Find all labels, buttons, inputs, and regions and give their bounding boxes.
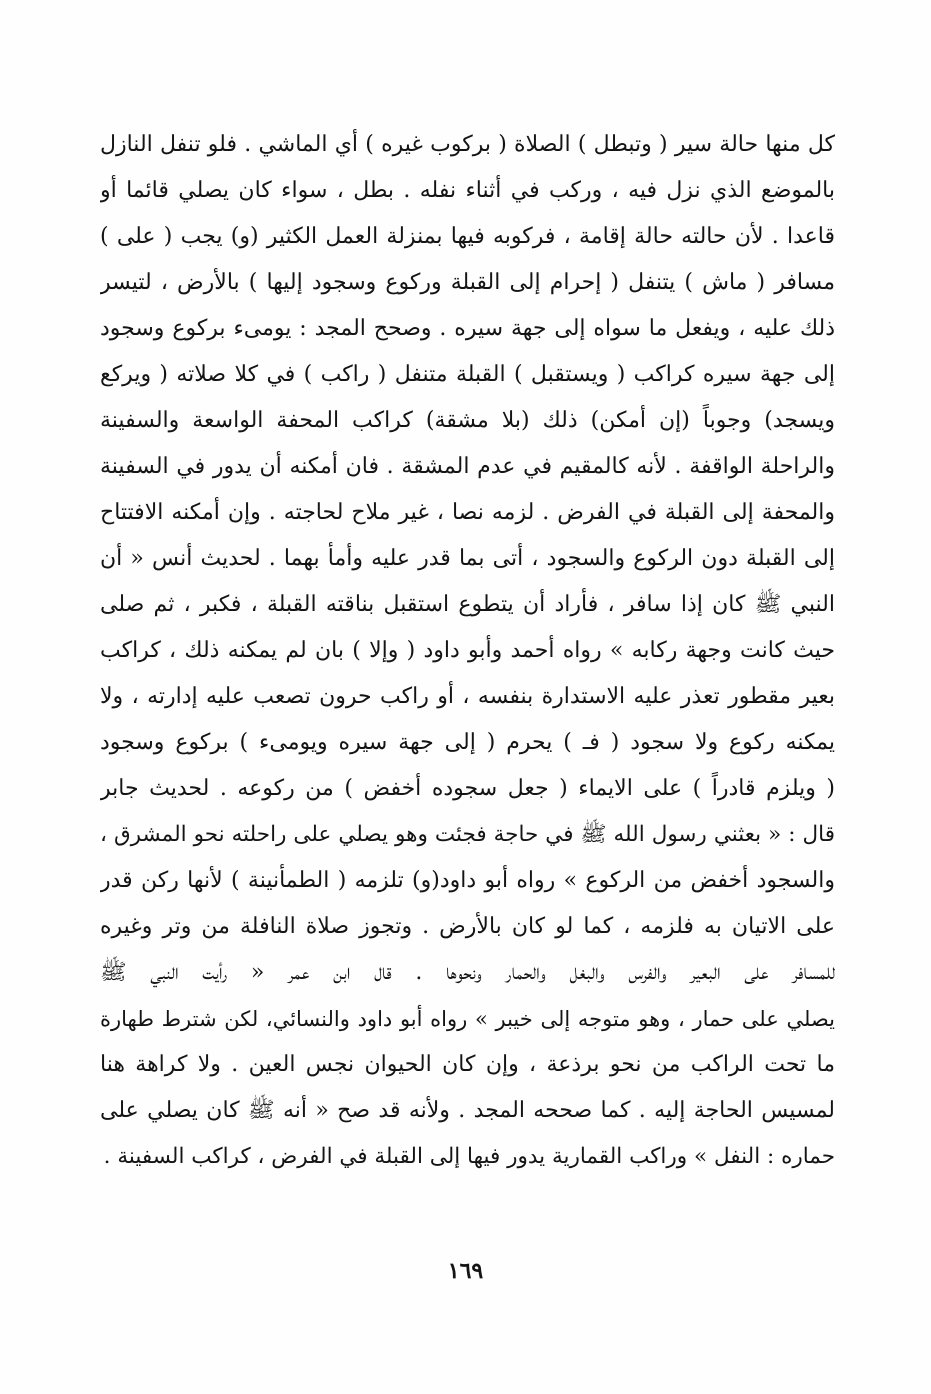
text-line: النبي ﷺ كان إذا سافر ، فأراد أن يتطوع استقبل بناقته القبلة ، فكبر ، ثم صلى xyxy=(100,592,835,617)
text-line: ما تحت الراكب من نحو برذعة ، وإن كان الحيوان نجس العين . ولا كراهة هنا xyxy=(100,1052,835,1077)
text-line: ( ويلزم قادراً ) على الايماء ( جعل سجوده أخفض ) من ركوعه . لحديث جابر xyxy=(100,776,835,801)
text-line: حماره : النفل » وراكب القمارية يدور فيها إلى القبلة في الفرض ، كراكب السفينة . xyxy=(103,1144,835,1169)
text-line: يمكنه ركوع ولا سجود ( فـ ) يحرم ( إلى جهة سيره ويومىء ) بركوع وسجود xyxy=(100,730,835,755)
text-line: بعير مقطور تعذر عليه الاستدارة بنفسه ، أو راكب حرون تصعب عليه إدارته ، ولا xyxy=(100,684,835,709)
text-line: والمحفة إلى القبلة في الفرض . لزمه نصا ، غير ملاح لحاجته . وإن أمكنه الافتتاح xyxy=(100,500,835,525)
text-line: حيث كانت وجهة ركابه » رواه أحمد وأبو داود ( وإلا ) بان لم يمكنه ذلك ، كراكب xyxy=(100,638,835,663)
body-text xyxy=(100,122,835,1180)
text-line: على الاتيان به فلزمه ، كما لو كان بالأرض . وتجوز صلاة النافلة من وتر وغيره xyxy=(100,914,835,939)
text-line: قاعدا . لأن حالته حالة إقامة ، فركوبه فيها بمنزلة العمل الكثير (و) يجب ( على ) xyxy=(100,224,835,249)
page-number: ١٦٩ xyxy=(447,1258,484,1284)
text-line: والراحلة الواقفة . لأنه كالمقيم في عدم المشقة . فان أمكنه أن يدور في السفينة xyxy=(100,454,835,479)
text-line: والسجود أخفض من الركوع » رواه أبو داود(و) تلزمه ( الطمأنينة ) لأنها ركن قدر xyxy=(100,868,835,893)
text-line: ذلك عليه ، ويفعل ما سواه إلى جهة سيره . وصحح المجد : يومىء بركوع وسجود xyxy=(100,316,835,341)
text-line: كل منها حالة سير ( وتبطل ) الصلاة ( بركوب غيره ) أي الماشي . فلو تنفل النازل xyxy=(100,132,835,157)
text-line: ويسجد) وجوباً (إن أمكن) ذلك (بلا مشقة) كراكب المحفة الواسعة والسفينة xyxy=(100,408,835,433)
text-line: إلى جهة سيره كراكب ( ويستقبل ) القبلة متنفل ( راكب ) في كلا صلاته ( ويركع xyxy=(100,362,835,387)
text-line: مسافر ( ماش ) يتنفل ( إحرام إلى القبلة وركوع وسجود إليها ) بالأرض ، لتيسر xyxy=(100,270,835,295)
text-line: قال : « بعثني رسول الله ﷺ في حاجة فجئت وهو يصلي على راحلته نحو المشرق ، xyxy=(100,822,835,847)
text-line: بالموضع الذي نزل فيه ، وركب في أثناء نفله . بطل ، سواء كان يصلي قائما أو xyxy=(100,178,835,203)
text-line: للمسافر على البعير والفرس والبغل والحمار ونحوها . قال ابن عمر « رأيت النبي ﷺ xyxy=(100,960,835,985)
text-line: يصلي على حمار ، وهو متوجه إلى خيبر » رواه أبو داود والنسائي، لكن شترط طهارة xyxy=(100,1007,835,1031)
text-line: لمسيس الحاجة إليه . كما صححه المجد . ولأنه قد صح « أنه ﷺ كان يصلي على xyxy=(100,1098,835,1123)
text-line: إلى القبلة دون الركوع والسجود ، أتى بما قدر عليه وأمأ بهما . لحديث أنس « أن xyxy=(100,546,835,571)
